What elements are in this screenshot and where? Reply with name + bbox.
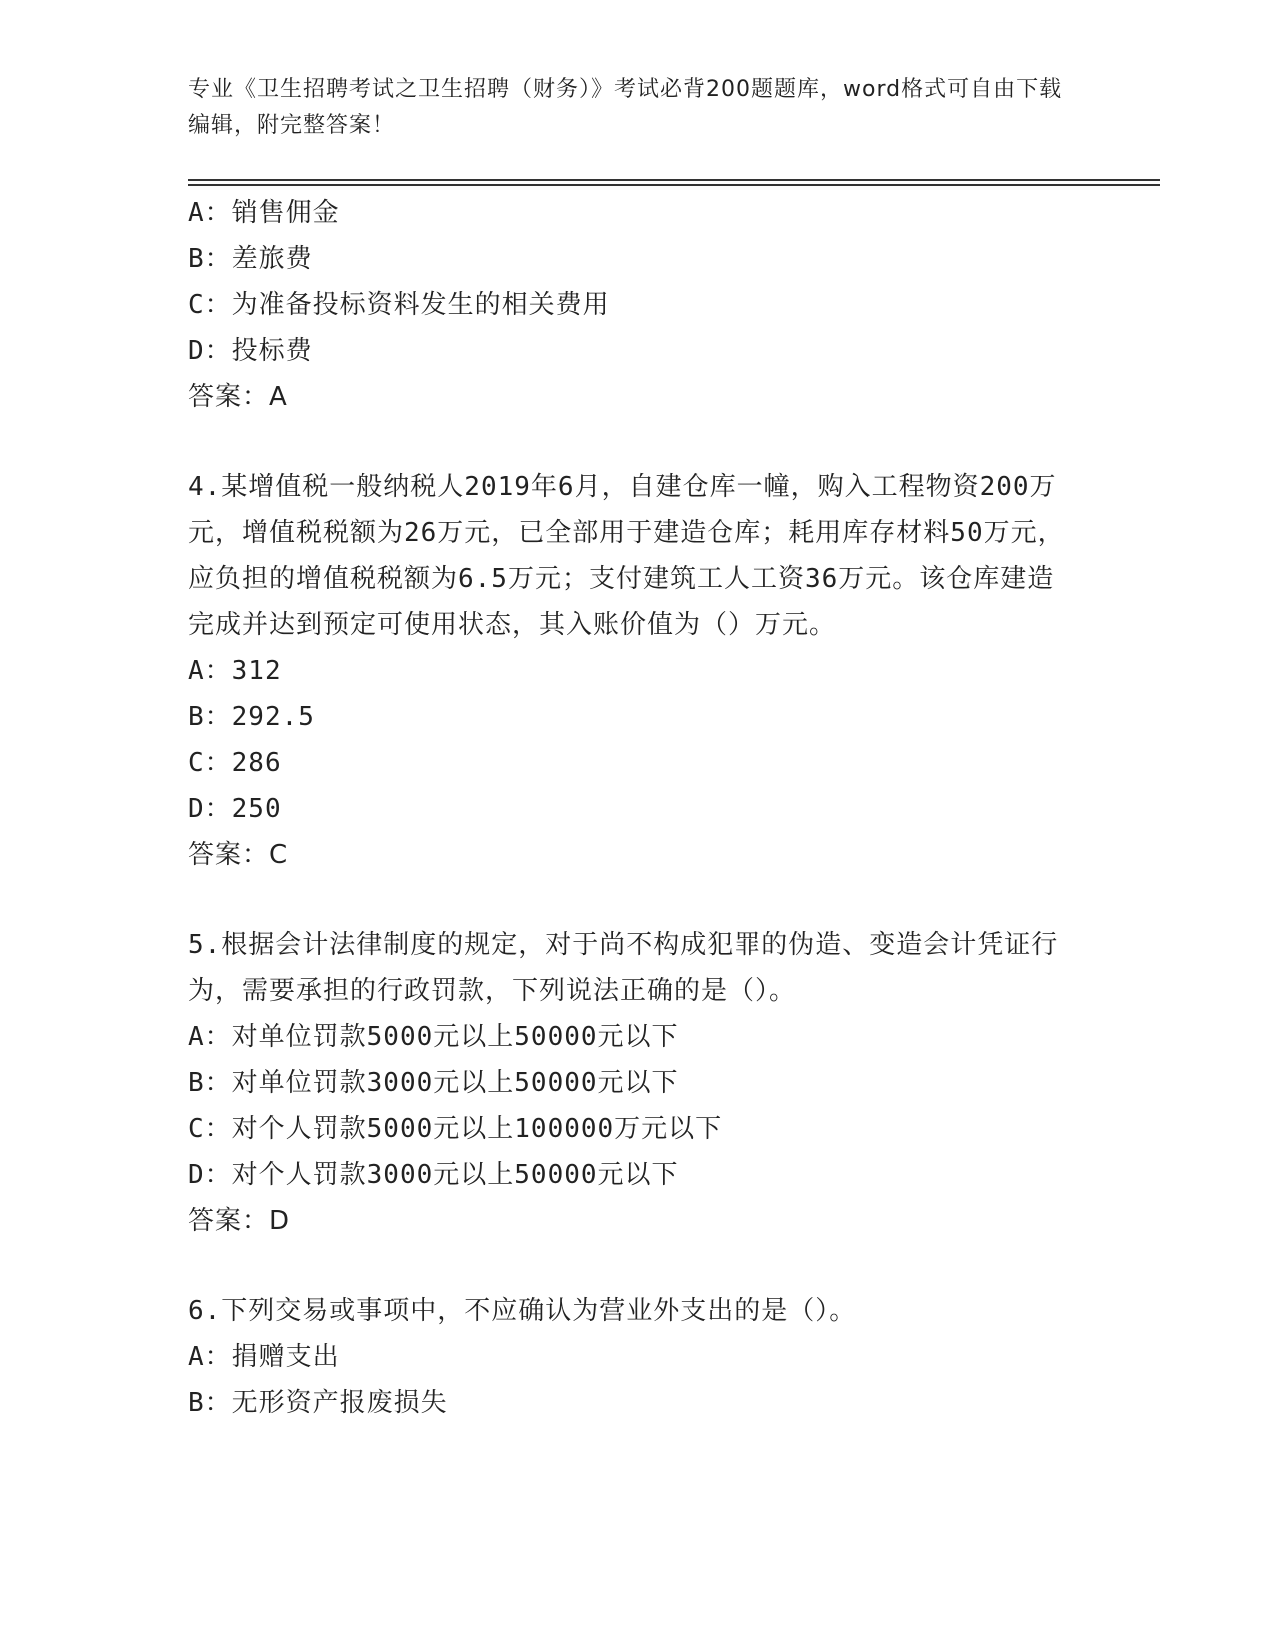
question-5 xyxy=(188,922,1088,1244)
question-text: 4.某增值税一般纳税人2019年6月，自建仓库一幢，购入工程物资200万元，增值税税额为26万元，已全部用于建造仓库；耗用库存材料50万元，应负担的增值税税额为6.5万元；支付建筑工人工资36万元。该仓库建造完成并达到预定可使用状态，其入账价值为（）万元。 xyxy=(188,472,1065,640)
answer: 答案：C xyxy=(188,840,289,870)
question-text: 6.下列交易或事项中，不应确认为营业外支出的是（）。 xyxy=(188,1296,857,1326)
option-c: C：为准备投标资料发生的相关费用 xyxy=(188,290,610,320)
option-b: B：292.5 xyxy=(188,702,315,732)
option-b: B：差旅费 xyxy=(188,244,313,274)
question-6 xyxy=(188,1288,1088,1426)
option-a: A：对单位罚款5000元以上50000元以下 xyxy=(188,1022,679,1052)
header-divider-bottom xyxy=(188,184,1160,186)
option-a: A：捐赠支出 xyxy=(188,1342,340,1372)
option-a: A：312 xyxy=(188,656,282,686)
question-4 xyxy=(188,464,1088,878)
option-c: C：对个人罚款5000元以上100000万元以下 xyxy=(188,1114,723,1144)
header-divider-top xyxy=(188,179,1160,181)
document-header: 专业《卫生招聘考试之卫生招聘（财务）》考试必背200题题库，word格式可自由下载编辑，附完整答案！ xyxy=(188,77,1063,138)
option-a: A：销售佣金 xyxy=(188,198,340,228)
question-text: 5.根据会计法律制度的规定，对于尚不构成犯罪的伪造、变造会计凭证行为，需要承担的行政罚款，下列说法正确的是（）。 xyxy=(188,930,1059,1006)
document-body xyxy=(188,190,1088,1426)
option-b: B：无形资产报废损失 xyxy=(188,1388,448,1418)
option-c: C：286 xyxy=(188,748,282,778)
option-b: B：对单位罚款3000元以上50000元以下 xyxy=(188,1068,679,1098)
option-d: D：投标费 xyxy=(188,336,313,366)
question-3 xyxy=(188,190,1088,420)
answer: 答案：D xyxy=(188,1206,291,1236)
option-d: D：对个人罚款3000元以上50000元以下 xyxy=(188,1160,679,1190)
option-d: D：250 xyxy=(188,794,282,824)
answer: 答案：A xyxy=(188,382,288,412)
